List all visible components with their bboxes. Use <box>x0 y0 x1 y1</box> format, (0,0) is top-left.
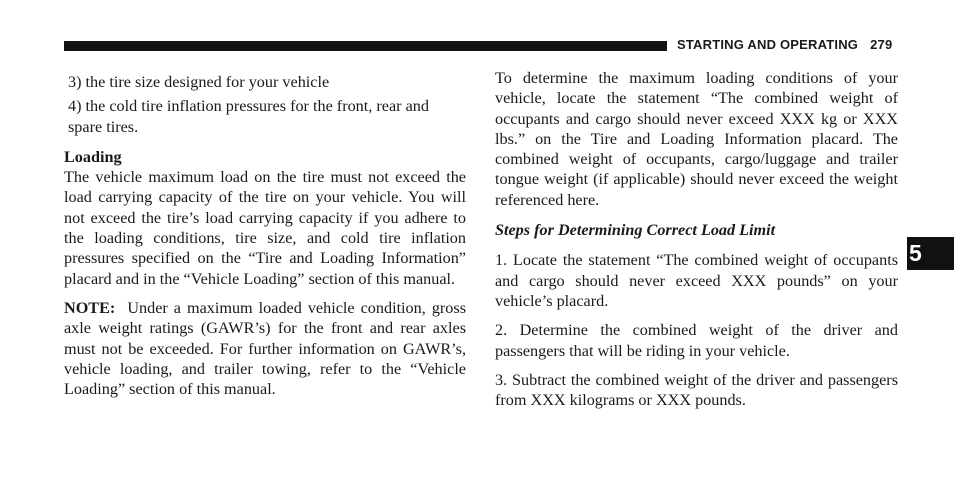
section-title: STARTING AND OPERATING <box>677 37 859 52</box>
loading-paragraph: The vehicle maximum load on the tire must not exceed the load carrying capacity of the tire on your vehicle. You will not exceed the tire’s load carrying capacity if you adhere to the loading conditions, tire size, and cold tire inflation pressures specified on the “Tire and Loading Information” placard and in the “Vehicle Loading” section of this manual. <box>64 168 466 288</box>
step-2: 2. Determine the combined weight of the driver and passengers that will be riding in your vehicle. <box>495 321 898 360</box>
loading-heading: Loading <box>64 147 122 166</box>
left-column <box>64 72 466 399</box>
step-1: 1. Locate the statement “The combined weight of occupants and cargo should never exceed XXX pounds” on your vehicle’s placard. <box>495 251 898 310</box>
page-number: 279 <box>870 37 893 52</box>
section-tab: 5 <box>907 237 954 270</box>
note-label: NOTE: <box>64 298 116 317</box>
running-header <box>677 37 892 52</box>
list-item-4: 4) the cold tire inflation pressures for the front, rear and spare tires. <box>68 97 429 136</box>
note-paragraph <box>64 298 466 399</box>
intro-paragraph: To determine the maximum loading conditions of your vehicle, locate the statement “The combined weight of occupants and cargo should never exceed XXX kg or XXX lbs.” on the Tire and Loading Information placard. The combined weight of occupants, cargo/luggage and trailer tongue weight (if applicable) should never exceed the weight referenced here. <box>495 69 898 209</box>
steps-heading: Steps for Determining Correct Load Limit <box>495 221 776 240</box>
right-column <box>495 68 898 410</box>
header-rule <box>64 41 667 51</box>
list-item-3: 3) the tire size designed for your vehicle <box>68 73 330 91</box>
note-text: Under a maximum loaded vehicle condition, gross axle weight ratings (GAWR’s) for the front and rear axles must not be exceeded. For further information on GAWR’s, vehicle loading, and trailer towing, refer to the “Vehicle Loading” section of this manual. <box>64 298 466 399</box>
step-3: 3. Subtract the combined weight of the driver and passengers from XXX kilograms or XXX pounds. <box>495 370 898 410</box>
